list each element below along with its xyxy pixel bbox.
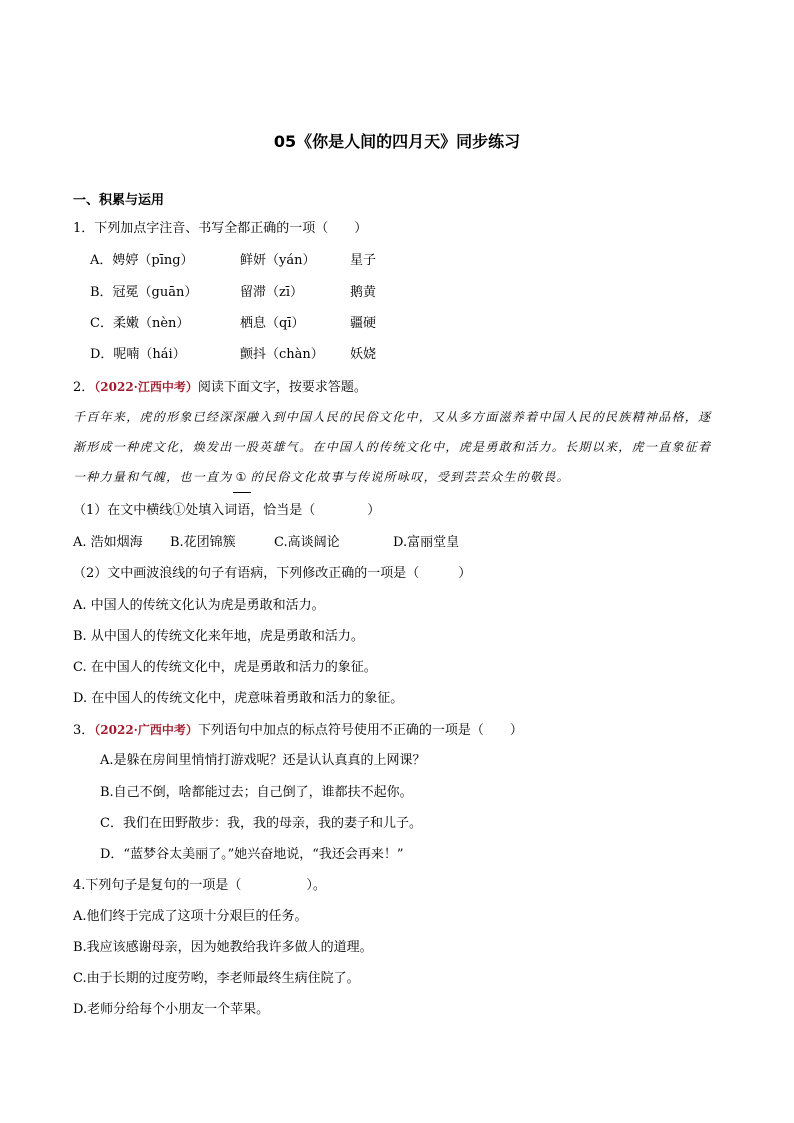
- q2-sub2-option-b: B. 从中国人的传统文化来年地，虎是勇敢和活力。: [73, 629, 364, 644]
- q2-sub1-option-a: A. 浩如烟海: [73, 535, 143, 550]
- q3-option-b: B.自己不倒，啥都能过去；自己倒了，谁都扶不起你。: [100, 785, 413, 800]
- question-2-text: 阅读下面文字，按要求答题。: [197, 380, 367, 395]
- q3-option-a: A.是躲在房间里悄悄打游戏呢？还是认认真真的上网课？: [100, 753, 426, 768]
- question-3-stem: [73, 721, 523, 740]
- page-title: 05《你是人间的四月天》同步练习: [273, 132, 521, 151]
- question-4-stem: 4.下列句子是复句的一项是（ ）。: [73, 878, 326, 893]
- q2-sub2-option-a: A. 中国人的传统文化认为虎是勇敢和活力。: [73, 598, 325, 613]
- q1-option-d-b: 颤抖（chàn）: [240, 347, 324, 362]
- q4-option-a: A.他们终于完成了这项十分艰巨的任务。: [73, 909, 308, 924]
- q3-option-c: C．我们在田野散步：我，我的母亲，我的妻子和儿子。: [100, 816, 422, 831]
- passage-part-1: 千百年来，虎的形象已经深深融入到中国人民的民俗文化中，又从多方面滋养着中国人民的民族精神品格，逐渐形成一种虎文化，焕发出一股英雄气。在中国人的传统文化中，虎是勇敢和活力。长期以来，虎一直象征着一种力量和气魄，也一直为: [73, 410, 712, 484]
- q1-option-c: C．柔嫩（nèn）: [90, 316, 190, 331]
- q2-sub1-option-d: D.富丽堂皇: [393, 535, 460, 550]
- question-3-number: 3．: [73, 723, 95, 738]
- q1-option-a: A．娉婷（pīng）: [90, 253, 194, 268]
- q1-option-c-b: 栖息（qī）: [240, 316, 305, 331]
- q1-option-b-b: 留滞（zī）: [240, 285, 304, 300]
- q1-option-d: D．呢喃（hái）: [90, 347, 186, 362]
- q4-option-d: D.老师分给每个小朋友一个苹果。: [73, 1002, 270, 1017]
- q1-option-b-c: 鹅黄: [350, 285, 377, 300]
- question-2-stem: [73, 378, 367, 397]
- q1-option-b: B．冠冕（guān）: [90, 285, 198, 300]
- passage-blank-1: ①: [233, 462, 251, 493]
- q2-sub1-option-c: C.高谈阔论: [274, 535, 340, 550]
- q4-option-b: B.我应该感谢母亲，因为她教给我许多做人的道理。: [73, 940, 373, 955]
- question-2-number: 2．: [73, 380, 95, 395]
- question-3-source: （2022·广西中考）: [94, 723, 198, 737]
- q1-option-d-c: 妖娆: [350, 347, 377, 362]
- q2-sub1-stem: （1）在文中横线①处填入词语，恰当是（ ）: [73, 503, 381, 518]
- q2-sub2-stem: （2）文中画波浪线的句子有语病，下列修改正确的一项是（ ）: [73, 566, 472, 581]
- question-2-source: （2022·江西中考）: [94, 380, 198, 394]
- q2-sub2-option-c: C. 在中国人的传统文化中，虎是勇敢和活力的象征。: [73, 660, 377, 675]
- q1-option-c-c: 疆硬: [350, 316, 377, 331]
- reading-passage: [73, 402, 723, 493]
- passage-part-2: 的民俗文化故事与传说所咏叹，受到芸芸众生的敬畏。: [250, 470, 570, 484]
- section-heading: 一、积累与运用: [73, 193, 165, 208]
- q4-option-c: C.由于长期的过度劳哟，李老师最终生病住院了。: [73, 971, 360, 986]
- q2-sub1-option-b: B.花团锦簇: [170, 535, 236, 550]
- q2-sub2-option-d: D. 在中国人的传统文化中，虎意味着勇敢和活力的象征。: [73, 691, 404, 706]
- question-1-stem: 1．下列加点字注音、书写全都正确的一项（ ）: [73, 221, 368, 236]
- question-3-text: 下列语句中加点的标点符号使用不正确的一项是（ ）: [197, 723, 523, 738]
- q3-option-d: D．“蓝梦谷太美丽了。”她兴奋地说，“我还会再来！”: [100, 847, 404, 862]
- q1-option-a-c: 星子: [350, 253, 377, 268]
- q1-option-a-b: 鲜妍（yán）: [240, 253, 316, 268]
